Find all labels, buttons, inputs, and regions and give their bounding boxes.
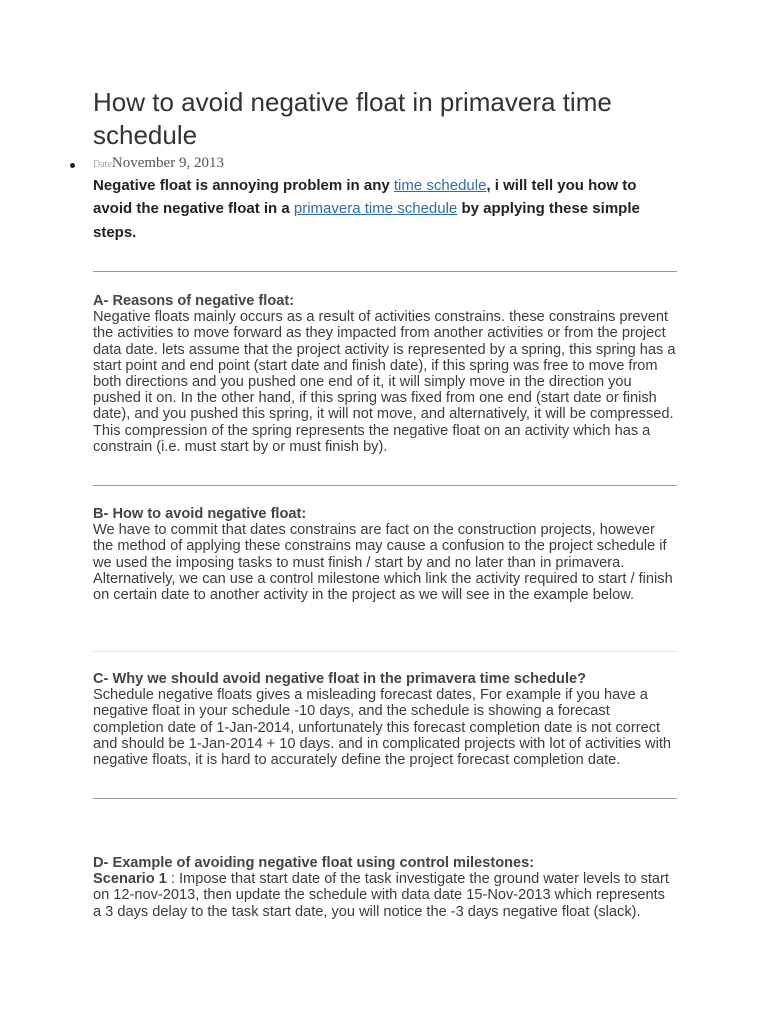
- list-bullet: [70, 163, 75, 168]
- intro-text-3: by applying these simple steps.: [93, 200, 640, 241]
- divider: [93, 271, 677, 272]
- section-why-avoid: [93, 671, 677, 768]
- date-value: November 9, 2013: [111, 155, 224, 171]
- intro-text-2: , i will tell you how to avoid the negative float in a: [93, 177, 637, 218]
- time-schedule-link[interactable]: time schedule: [393, 177, 487, 194]
- primavera-time-schedule-link[interactable]: primavera time schedule: [293, 200, 458, 218]
- section-heading: A- Reasons of negative float:: [93, 293, 295, 309]
- intro-paragraph: [93, 174, 677, 244]
- section-how-to-avoid: [93, 506, 677, 603]
- page-title: How to avoid negative float in primavera time schedule: [93, 87, 612, 150]
- date-label: Date: [93, 159, 112, 170]
- section-body: Schedule negative floats gives a misleading forecast dates, For example if you have a negative float in your schedule -10 days, and the schedule is showing a forecast completion date of 1-Jan-2014, unfortunately this forecast completion date is not correct and should be 1-Jan-2014 + 10 days. and in complicated projects with lot of activities with negative floats, it is hard to accurately define the project forecast completion date.: [93, 687, 671, 769]
- section-reasons: [93, 293, 677, 455]
- section-heading: C- Why we should avoid negative float in the primavera time schedule?: [93, 671, 587, 687]
- section-body: Negative floats mainly occurs as a result of activities constrains. these constrains prevent the activities to move forward as they impacted from another activities or from the project data date. lets assume that the project activity is represented by a spring, this spring has a start point and end point (start date and finish date), if this spring was free to move from both directions and you pushed one end of it, it will simply move in the direction you pushed it on. In the other hand, if this spring was fixed from one end (start date or finish date), and you pushed this spring, it will not move, and alternatively, it will be compressed. This compression of the spring represents the negative float on an activity which has a constrain (i.e. must start by or must finish by).: [93, 309, 676, 455]
- section-heading: B- How to avoid negative float:: [93, 506, 307, 522]
- intro-text-1: Negative float is annoying problem in any: [93, 177, 394, 194]
- section-body: : Impose that start date of the task investigate the ground water levels to start on 12-nov-2013, then update the schedule with data date 15-Nov-2013 which represents a 3 days delay to the task start date, you will notice the -3 days negative float (slack).: [93, 871, 669, 920]
- date-line: [93, 154, 224, 172]
- section-heading: D- Example of avoiding negative float using control milestones:: [93, 855, 535, 871]
- divider: [93, 798, 677, 799]
- divider: [93, 651, 677, 652]
- scenario-label: Scenario 1: [93, 871, 167, 888]
- section-body: We have to commit that dates constrains are fact on the construction projects, however the method of applying these constrains may cause a confusion to the project schedule if we used the imposing tasks to must finish / start by and no later than in primavera. Alternatively, we can use a control milestone which link the activity required to start / finish on certain date to another activity in the project as we will see in the example below.: [93, 522, 673, 604]
- section-example: [93, 855, 677, 920]
- divider: [93, 485, 677, 486]
